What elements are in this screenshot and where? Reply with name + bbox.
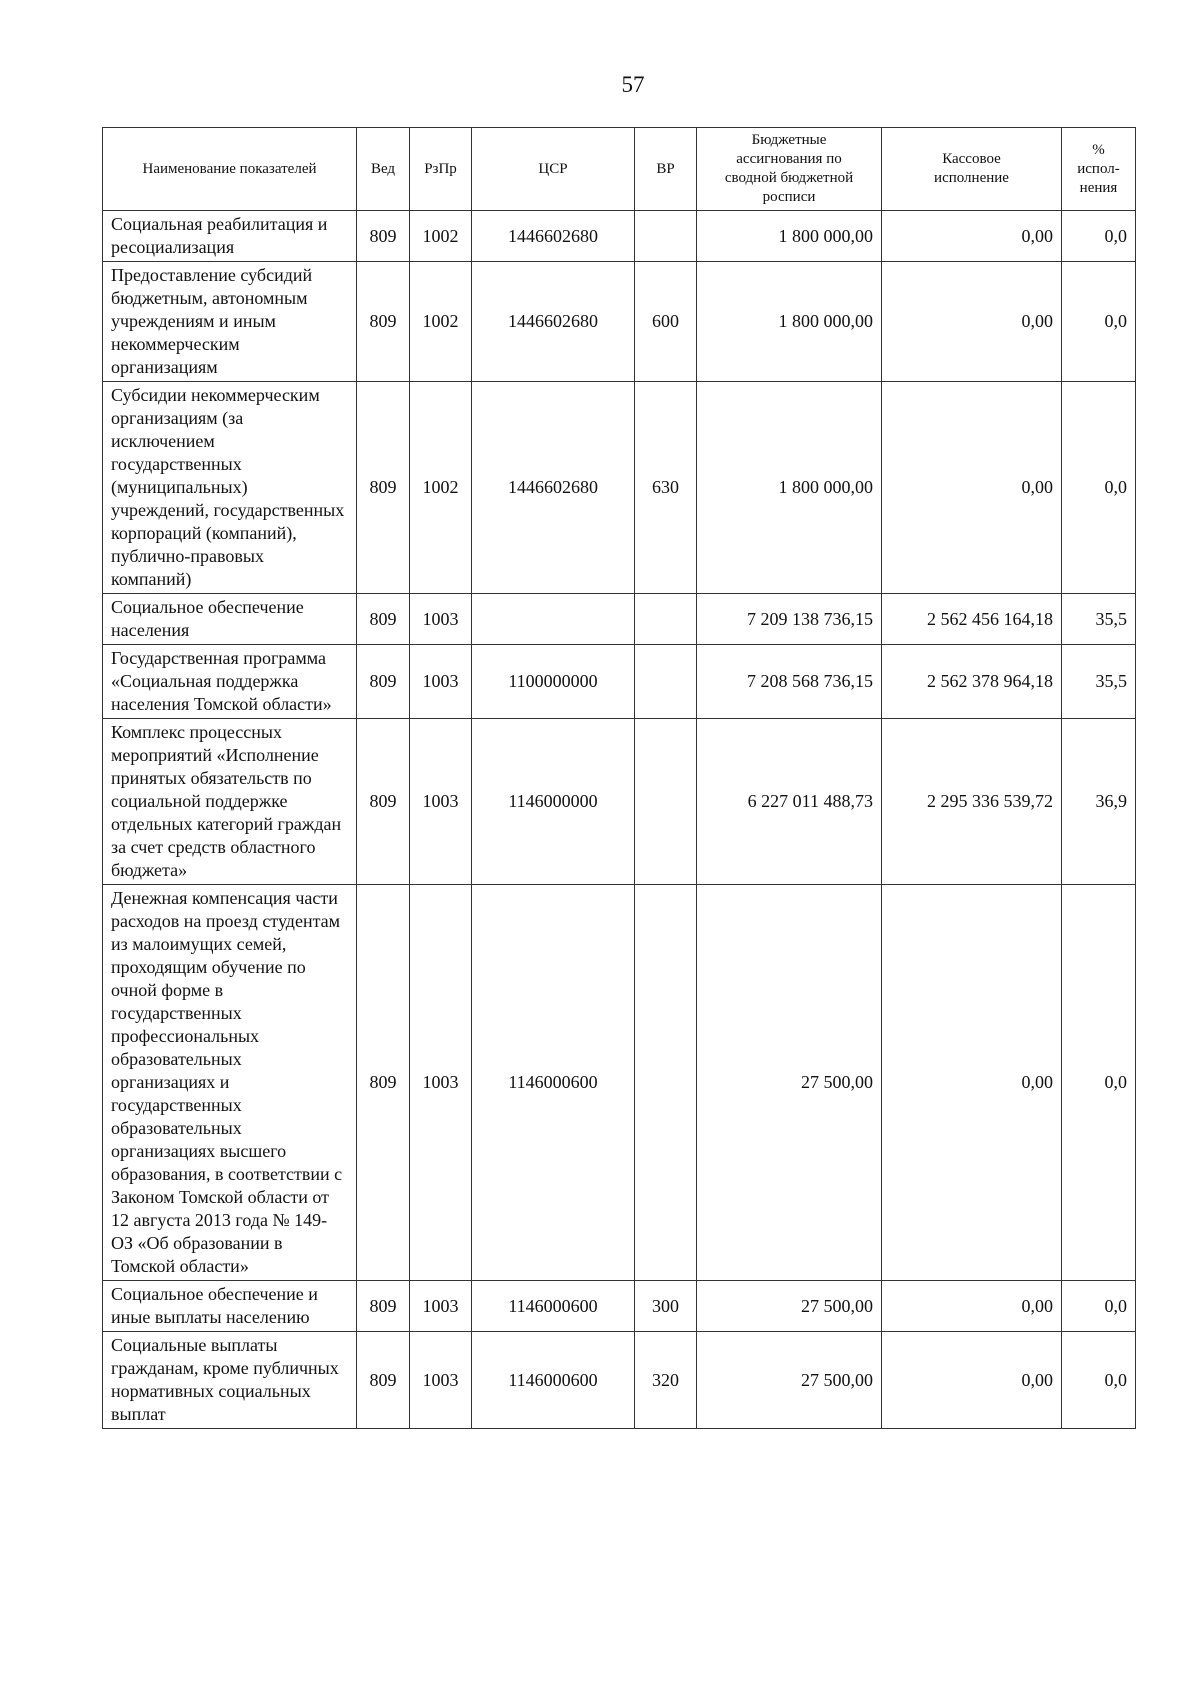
cell-name: Предоставление субсидий бюджетным, автономным учреждениям и иным некоммерческим организациям <box>103 262 357 382</box>
cell-vr <box>635 594 697 645</box>
cell-name: Социальное обеспечение населения <box>103 594 357 645</box>
cell-cash: 0,00 <box>882 1281 1062 1332</box>
cell-rzpr: 1002 <box>410 382 472 594</box>
cell-budget: 27 500,00 <box>697 885 882 1281</box>
cell-cash: 0,00 <box>882 262 1062 382</box>
cell-csr <box>472 594 635 645</box>
cell-rzpr: 1003 <box>410 885 472 1281</box>
cell-rzpr: 1003 <box>410 594 472 645</box>
cell-ved: 809 <box>357 594 410 645</box>
cell-name: Субсидии некоммерческим организациям (за исключением государственных (муниципальных) учреждений, государственных корпораций (компаний), публично-правовых компаний) <box>103 382 357 594</box>
header-pct: % испол-нения <box>1062 128 1136 211</box>
cell-ved: 809 <box>357 719 410 885</box>
cell-pct: 0,0 <box>1062 885 1136 1281</box>
page-number: 57 <box>621 72 645 97</box>
cell-csr: 1146000600 <box>472 1332 635 1429</box>
table-row <box>103 645 1136 719</box>
cell-csr: 1146000600 <box>472 885 635 1281</box>
cell-vr: 630 <box>635 382 697 594</box>
cell-budget: 1 800 000,00 <box>697 382 882 594</box>
cell-name: Социальное обеспечение и иные выплаты населению <box>103 1281 357 1332</box>
header-ved: Вед <box>357 128 410 211</box>
cell-pct: 0,0 <box>1062 1332 1136 1429</box>
cell-rzpr: 1003 <box>410 1281 472 1332</box>
cell-csr: 1146000600 <box>472 1281 635 1332</box>
cell-ved: 809 <box>357 262 410 382</box>
cell-name: Государственная программа «Социальная поддержка населения Томской области» <box>103 645 357 719</box>
cell-name: Социальные выплаты гражданам, кроме публичных нормативных социальных выплат <box>103 1332 357 1429</box>
cell-cash: 2 295 336 539,72 <box>882 719 1062 885</box>
table-row <box>103 1332 1136 1429</box>
cell-ved: 809 <box>357 885 410 1281</box>
cell-ved: 809 <box>357 1281 410 1332</box>
header-vr: ВР <box>635 128 697 211</box>
cell-budget: 1 800 000,00 <box>697 262 882 382</box>
cell-budget: 7 209 138 736,15 <box>697 594 882 645</box>
cell-pct: 36,9 <box>1062 719 1136 885</box>
cell-csr: 1146000000 <box>472 719 635 885</box>
cell-pct: 35,5 <box>1062 594 1136 645</box>
table-row <box>103 382 1136 594</box>
cell-name: Комплекс процессных мероприятий «Исполнение принятых обязательств по социальной поддержке отдельных категорий граждан за счет средств областного бюджета» <box>103 719 357 885</box>
cell-cash: 0,00 <box>882 382 1062 594</box>
table-header-row <box>103 128 1136 211</box>
cell-vr <box>635 645 697 719</box>
cell-ved: 809 <box>357 211 410 262</box>
cell-csr: 1446602680 <box>472 382 635 594</box>
header-cash: Кассовое исполнение <box>882 128 1062 211</box>
cell-pct: 0,0 <box>1062 1281 1136 1332</box>
cell-vr: 320 <box>635 1332 697 1429</box>
cell-pct: 35,5 <box>1062 645 1136 719</box>
table-row <box>103 262 1136 382</box>
table-row <box>103 1281 1136 1332</box>
cell-vr: 300 <box>635 1281 697 1332</box>
cell-cash: 0,00 <box>882 885 1062 1281</box>
cell-budget: 6 227 011 488,73 <box>697 719 882 885</box>
cell-pct: 0,0 <box>1062 262 1136 382</box>
table-row <box>103 594 1136 645</box>
cell-vr <box>635 211 697 262</box>
cell-rzpr: 1002 <box>410 262 472 382</box>
cell-name: Денежная компенсация части расходов на проезд студентам из малоимущих семей, проходящим обучение по очной форме в государственных профессиональных образовательных организациях и государственных образовательных организациях высшего образования, в соответствии с Законом Томской области от 12 августа 2013 года № 149-ОЗ «Об образовании в Томской области» <box>103 885 357 1281</box>
cell-ved: 809 <box>357 645 410 719</box>
header-rzpr: РзПр <box>410 128 472 211</box>
cell-ved: 809 <box>357 1332 410 1429</box>
cell-rzpr: 1003 <box>410 1332 472 1429</box>
cell-cash: 2 562 456 164,18 <box>882 594 1062 645</box>
cell-rzpr: 1003 <box>410 645 472 719</box>
header-budget: Бюджетные ассигнования по сводной бюджетной росписи <box>697 128 882 211</box>
cell-cash: 2 562 378 964,18 <box>882 645 1062 719</box>
header-name: Наименование показателей <box>103 128 357 211</box>
cell-name: Социальная реабилитация и ресоциализация <box>103 211 357 262</box>
cell-pct: 0,0 <box>1062 211 1136 262</box>
budget-execution-table <box>102 127 1136 1429</box>
table-row <box>103 885 1136 1281</box>
cell-vr: 600 <box>635 262 697 382</box>
cell-cash: 0,00 <box>882 1332 1062 1429</box>
cell-vr <box>635 719 697 885</box>
cell-csr: 1446602680 <box>472 262 635 382</box>
header-csr: ЦСР <box>472 128 635 211</box>
cell-ved: 809 <box>357 382 410 594</box>
table-row <box>103 211 1136 262</box>
cell-budget: 27 500,00 <box>697 1332 882 1429</box>
cell-budget: 1 800 000,00 <box>697 211 882 262</box>
cell-rzpr: 1003 <box>410 719 472 885</box>
cell-budget: 27 500,00 <box>697 1281 882 1332</box>
cell-rzpr: 1002 <box>410 211 472 262</box>
cell-csr: 1446602680 <box>472 211 635 262</box>
cell-csr: 1100000000 <box>472 645 635 719</box>
cell-cash: 0,00 <box>882 211 1062 262</box>
cell-pct: 0,0 <box>1062 382 1136 594</box>
table-row <box>103 719 1136 885</box>
cell-budget: 7 208 568 736,15 <box>697 645 882 719</box>
cell-vr <box>635 885 697 1281</box>
